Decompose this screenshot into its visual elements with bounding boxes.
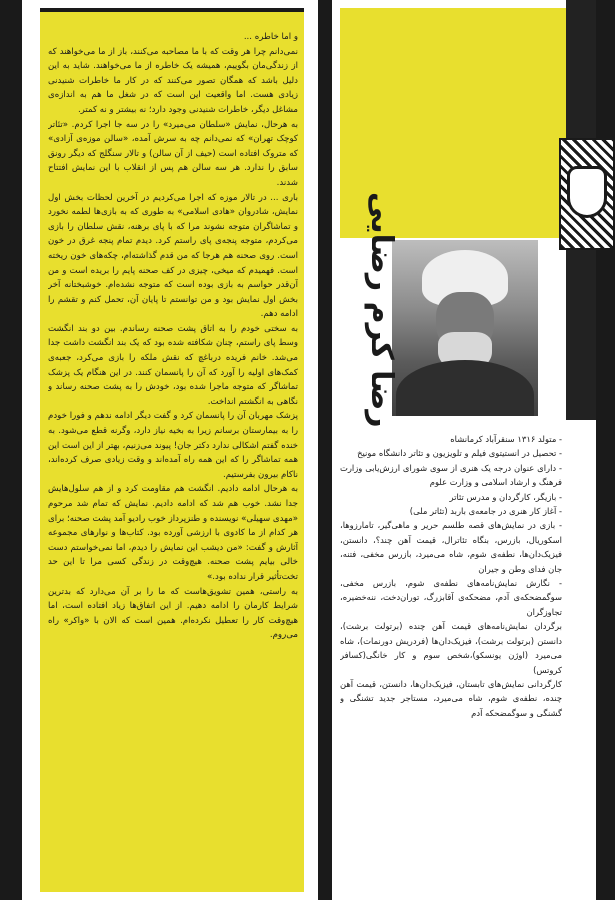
shoulders-shape: [396, 360, 534, 416]
bio-item: کارگردانی نمایش‌های تابستان، فیزیک‌دان‌ها، دانستن، قیمت آهن چنده، نطفه‌ی شوم، شاه می‌میرد، مستاجر جدید تشنگی و گشنگی و سوگمضحکه آدم: [340, 678, 562, 718]
portrait-photo: [392, 240, 538, 416]
ornament-frame: [567, 166, 607, 218]
bio-item: - بازیگر، کارگردان و مدرس تئاتر: [449, 491, 562, 502]
left-margin: [22, 0, 40, 900]
bio-item: - آغاز کار هنری در جامعه‌ی باربد (تئاتر ملی): [409, 506, 562, 517]
center-gutter: [318, 0, 332, 900]
article-paragraph-7: به هرحال ادامه دادیم. انگشت هم مقاومت کرد و از هم سلول‌هایش جدا نشد. خوب هم شد که ادامه دادیم. نمایش که تمام شد مرحوم «مهدی سهیلی» نویسنده و طنزپرداز خوب رادیو آمد پشت صحنه؛ برای هر کدام از ما کادوی با ارزشی آورده بود. کتاب‌ها و نوارهای مجموعه آثارش و گفت: «من دیشب این نمایش را دیدم، اما نمی‌خواستم دست خالی بیایم پشت صحنه. هیچ‌وقت در زندگی کسی مرا تا این حد تخت‌تأثیر قرار نداده بود.»: [48, 484, 298, 582]
artist-name: رضا کرم رضایی: [364, 192, 399, 428]
article-paragraph-8: به راستی، همین تشویق‌هاست که ما را بر آن می‌دارد که بدترین شرایط کارمان را ادامه دهیم. از این اتفاق‌ها زیاد افتاده است، اما هیچ‌وقت کار را تعطیل نکرده‌ام. همین است که الان با «واکر» راه می‌روم.: [48, 586, 298, 641]
bio-item: - دارای عنوان درجه یک هنری از سوی شورای ارزش‌یابی وزارت فرهنگ و ارشاد اسلامی و وزارت علوم: [340, 462, 562, 488]
bio-item: - بازی در نمایش‌های قصه طلسم حریر و ماهی‌گیر، تامارزوها، اسکوریال، بازرس، بنگاه تئاترال، قیمت آهن چند؟، دانستن، فیزیک‌دان‌ها، نطفه‌ی شوم، شاه می‌میرد، بازرس مخفی، فتنه، جان فدای وطن و جیران: [340, 520, 562, 574]
article-paragraph-6: پزشک مهربان آن را پانسمان کرد و گفت دیگر ادامه ندهم و فورا خودم را به بیمارستان برسانم زیرا به بخیه نیاز دارد، وگرنه قطع می‌شود. به خنده گفتم اشکالی ندارد دکتر جان! پیوند می‌زنیم، بهتر از این است این همه تماشاگر را که این همه راه آمده‌اند و وقت زیادی صرف کرده‌اند، ناکام بیرون بفرستیم.: [48, 411, 298, 480]
article-paragraph-4: باری ... در تالار موزه که اجرا می‌کردیم در آخرین لحظات بخش اول نمایش، شادروان «هادی اسلامی» به طوری که به بازی‌ها لطمه نخورد و تماشاگران متوجه نشوند مرا که با پای برهنه، نقش سلطان را بازی می‌کردم، متوجه پنجه‌ی پای راستم کرد. دیدم تمام پنجه غرق در خون است. روی صحنه هم هرجا که من قدم گذاشته‌ام، چکه‌های خون ریخته است. فهمیدم که میخی، چیزی در کف صحنه پایم را بریده است و من آن‌قدر حواسم به بازی بوده است که متوجه نشده‌ام. خوشبختانه آخر بخش اول نمایش بود و من توانستم تا پایان آن، تحمل کنم و تقشم را ادامه دهم.: [48, 192, 298, 320]
bio-item: برگردان نمایش‌نامه‌های قیمت آهن چنده (برتولت برشت)، دانستن (برتولت برشت)، فیزیک‌دان‌ها (فردریش دورنمات)، شاه می‌میرد (اوژن یونسکو)،شخص سوم و کار خانگی(کسافر کروتس): [340, 621, 562, 675]
right-page-edge: [596, 0, 615, 900]
article-paragraph-2: نمی‌دانم چرا هر وقت که با ما مصاحبه می‌کنند، باز از ما می‌خواهند که از زندگی‌مان بگوییم، همیشه یک خاطره از ما می‌خواهند. شاید به این دلیل باشد که همگان تصور می‌کنند که در کار ما خاطرات شنیدنی زیادی هست. اما واقعیت این است که در شغل ما هم به اندازه‌ی مشاغل دیگر، خاطرات شنیدنی وجود دارد؛ نه بیشتر و نه کمتر.: [48, 46, 298, 115]
left-page-edge: [0, 0, 22, 900]
bio-item: - متولد ۱۳۱۶ سنقرآباد کرمانشاه: [450, 434, 562, 444]
ornament-icon: [559, 138, 615, 250]
article-paragraph-3: به هرحال، نمایش «سلطان می‌میرد» را در سه جا اجرا کردم. «تئاتر کوچک تهران» که نمی‌دانم چه به سرش آمده، «سالن موزه‌ی آزادی» که متروک افتاده است (حیف از آن سالن) و تالار سنگلج که دیگر رونق سابق را ندارد. هر سه سالن هم پس از انقلاب با این نمایش افتتاح شدند.: [48, 119, 298, 188]
biography-list: [340, 432, 562, 832]
bio-item: - نگارش نمایش‌نامه‌های نطفه‌ی شوم، بازرس مخفی، سوگمضحکه‌ی آدم، مضحکه‌ی آقابزرگ، توران‌دخت، ننه‌خضیره، تجاوزگران: [340, 578, 562, 617]
article-paragraph-5: به سختی خودم را به اتاق پشت صحنه رساندم. بین دو بند انگشت وسط پای راستم، چنان شکافته شده بود که یک بند انگشت داشت جدا می‌شد. خانم فریده درباغچ که نقش ملکه را بازی می‌کرد، جعبه‌ی کمک‌های اولیه را آورد که آن را پانسمان کنند. در این هنگام یک پزشک تماشاگر که متوجه ماجرا شده بود، خودش را به پشت صحنه رساند و نگاهی به انگشتم انداخت.: [48, 323, 298, 407]
bio-item: - تحصیل در انستیتوی فیلم و تلویزیون و تئاتر دانشگاه مونیخ: [357, 448, 562, 459]
article-paragraph-1: و اما خاطره ...: [243, 32, 298, 42]
memoir-article: [48, 30, 298, 882]
